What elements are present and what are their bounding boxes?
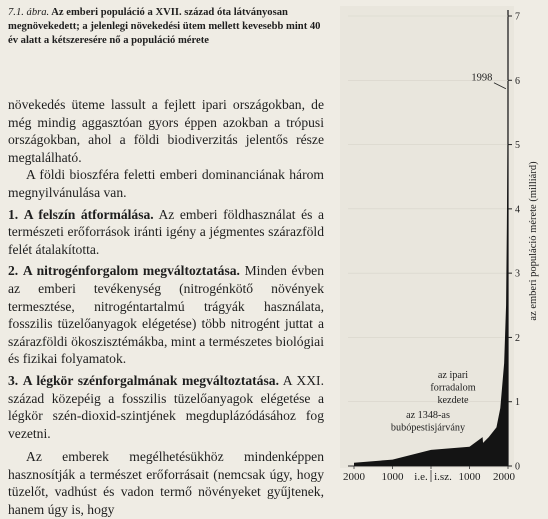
y-tick-label: 1 [515, 397, 520, 409]
list-item-number: 2. [8, 263, 19, 279]
y-axis-label: az emberi populáció mérete (milliárd) [528, 161, 539, 321]
list-item-text: A XXI. század közepéig a fosszilis tüzelőanyagok elégetése a légkör szén-dioxid-szintjének megduplázódásához fog vezetni. [8, 372, 324, 441]
list-item-number: 1. [8, 206, 19, 222]
paragraph-2: A földi bioszféra feletti emberi dominanciának három megnyilvánulása van. [8, 167, 324, 200]
y-tick-label: 6 [515, 75, 520, 87]
annotation-line: kezdete [437, 395, 469, 406]
x-tick-label: i.e. [414, 471, 428, 483]
list-item-number: 3. [8, 372, 19, 388]
y-tick-label: 4 [515, 204, 520, 216]
list-item-text: Az emberi földhasználat és a természeti erőforrások iránti igény a jégmentes szárazföld felét átalakította. [8, 206, 324, 257]
population-chart-svg [330, 0, 548, 500]
paragraph-1: növekedés üteme lassult a fejlett ipari országokban, de még mindig aggasztóan gyors éppen azokban a trópusi országokban, ahol a földi biodiverzitás jelentős része megtalálható. [8, 97, 324, 165]
annotation-line: forradalom [430, 382, 476, 394]
population-chart [330, 0, 548, 500]
x-tick-label: 2000 [493, 471, 515, 483]
annotation-1998: 1998 [471, 72, 493, 84]
paragraph-3: Az emberek megélhetésükhöz mindenképpen hasznosítják a természet erőforrásait (nemcsak úgy, hogy tüzelőt, vadhúst és vadon termő növényeket gyűjtenek, hanem úgy is, hogy [8, 449, 324, 518]
body-text [8, 96, 324, 519]
list-item [8, 372, 324, 442]
x-tick-label: 1000 [381, 471, 404, 483]
list-item [8, 206, 324, 259]
list-item-title: A légkör szénforgalmának megváltoztatása. [22, 372, 279, 388]
x-tick-label: i.sz. [434, 471, 452, 483]
x-tick-label: 1000 [458, 471, 481, 483]
annotation-line: az 1348-as [406, 410, 450, 421]
figure-number: 7.1. ábra. [8, 7, 50, 18]
list-item-text: Minden évben az emberi tevékenység (nitrogénkötő növények termesztése, nitrogéntartalmú trágyák használata, fosszilis tüzelőanyagok elégetése) több nitrogént juttat a szárazföldi ökoszisztémákba, mint a természetes biológiai és fizikai folyamatok. [8, 263, 324, 367]
y-tick-label: 3 [515, 268, 520, 280]
annotation-line: bubópestisjárvány [390, 422, 466, 434]
y-tick-label: 2 [515, 332, 520, 344]
y-tick-label: 0 [515, 461, 520, 473]
caption-text: Az emberi populáció a XVII. század óta látványosan megnövekedett; a jelenlegi növekedési ütem mellett kevesebb mint 40 év alatt a kétszeresére nő a populáció mérete [8, 7, 321, 46]
y-tick-label: 5 [515, 140, 520, 152]
figure-caption [8, 6, 322, 48]
y-tick-label: 7 [515, 11, 520, 23]
list-item-title: A nitrogénforgalom megváltoztatása. [22, 263, 240, 279]
x-tick-label: 2000 [343, 471, 365, 483]
list-item-title: A felszín átformálása. [23, 206, 154, 222]
list-item [8, 262, 324, 368]
annotation-line: az ipari [437, 370, 469, 381]
